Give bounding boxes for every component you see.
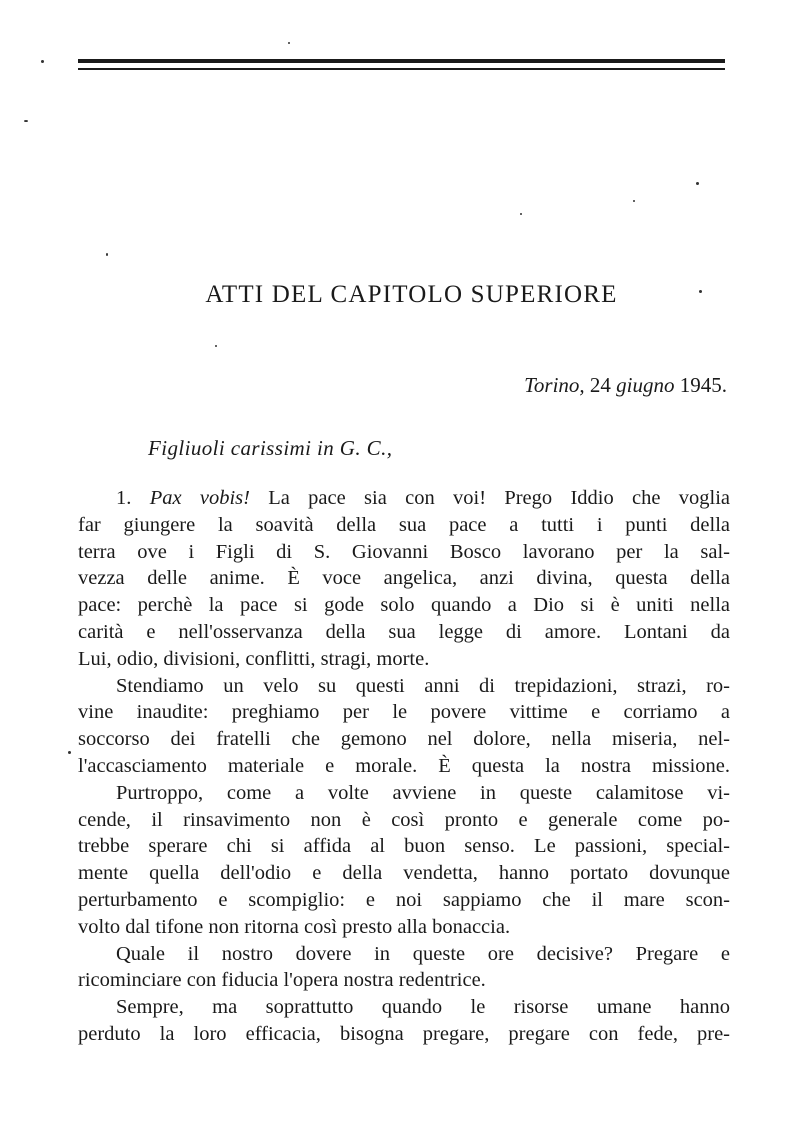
scan-speck bbox=[68, 751, 71, 754]
paragraph-3 bbox=[78, 780, 730, 941]
dateline-place: Torino, bbox=[524, 373, 585, 397]
dateline-year: 1945. bbox=[679, 373, 727, 397]
text-line: far giungere la soavità della sua pace a tutti i punti della bbox=[78, 513, 730, 536]
paragraph-number: 1. bbox=[116, 487, 132, 509]
header-rule-thin bbox=[78, 68, 725, 70]
paragraph-2 bbox=[78, 673, 730, 780]
text-line bbox=[78, 485, 730, 512]
scan-speck bbox=[633, 200, 635, 202]
paragraph-1 bbox=[78, 485, 730, 673]
text-line: carità e nell'osservanza della sua legge di amore. Lontani da bbox=[78, 620, 730, 643]
scan-speck bbox=[215, 345, 217, 347]
text-line: Quale il nostro dovere in queste ore decisive? Pregare e bbox=[116, 942, 730, 965]
text-line: perturbamento e scompiglio: e noi sappiamo che il mare scon- bbox=[78, 888, 730, 911]
line-text: La pace sia con voi! Prego Iddio che voglia bbox=[249, 487, 731, 509]
text-line: Purtroppo, come a volte avviene in queste calamitose vi- bbox=[116, 781, 730, 804]
text-line: cende, il rinsavimento non è così pronto e generale come po- bbox=[78, 808, 730, 831]
scan-speck bbox=[520, 213, 522, 215]
italic-phrase: Pax vobis! bbox=[149, 487, 250, 509]
page-title: ATTI DEL CAPITOLO SUPERIORE bbox=[205, 281, 618, 308]
text-line: terra ove i Figli di S. Giovanni Bosco lavorano per la sal- bbox=[78, 540, 730, 563]
text-line: ricominciare con fiducia l'opera nostra redentrice. bbox=[78, 969, 486, 992]
text-line: Stendiamo un velo su questi anni di trepidazioni, strazi, ro- bbox=[116, 674, 730, 697]
header-rule-thick bbox=[78, 59, 725, 63]
dateline-month: giugno bbox=[616, 373, 675, 397]
text-line: vezza delle anime. È voce angelica, anzi divina, questa della bbox=[78, 567, 730, 590]
text-line: Lui, odio, divisioni, conflitti, stragi, morte. bbox=[78, 647, 430, 670]
text-line: l'accasciamento materiale e morale. È questa la nostra missione. bbox=[78, 754, 730, 777]
dateline bbox=[524, 373, 727, 398]
scan-speck bbox=[41, 60, 44, 63]
scan-speck bbox=[106, 253, 108, 256]
scan-speck bbox=[699, 290, 702, 293]
dateline-day: 24 bbox=[589, 373, 611, 397]
text-line: trebbe sperare chi si affida al buon senso. Le passioni, special- bbox=[78, 835, 730, 858]
salutation: Figliuoli carissimi in G. C., bbox=[148, 436, 393, 460]
text-line: Sempre, ma soprattutto quando le risorse umane hanno bbox=[116, 996, 730, 1019]
text-line: vine inaudite: preghiamo per le povere vittime e corriamo a bbox=[78, 701, 730, 724]
text-line: soccorso dei fratelli che gemono nel dolore, nella miseria, nel- bbox=[78, 728, 730, 751]
scan-speck bbox=[696, 182, 699, 185]
scan-speck bbox=[288, 42, 290, 44]
text-line: perduto la loro efficacia, bisogna pregare, pregare con fede, pre- bbox=[78, 1022, 730, 1045]
text-line: volto dal tifone non ritorna così presto alla bonaccia. bbox=[78, 915, 511, 938]
paragraph-4 bbox=[78, 941, 730, 995]
body-text bbox=[78, 485, 730, 1048]
scan-speck bbox=[24, 120, 28, 122]
paragraph-5 bbox=[78, 994, 730, 1048]
text-line: mente quella dell'odio e della vendetta, hanno portato dovunque bbox=[78, 862, 730, 885]
text-line: pace: perchè la pace si gode solo quando a Dio si è uniti nella bbox=[78, 594, 730, 617]
